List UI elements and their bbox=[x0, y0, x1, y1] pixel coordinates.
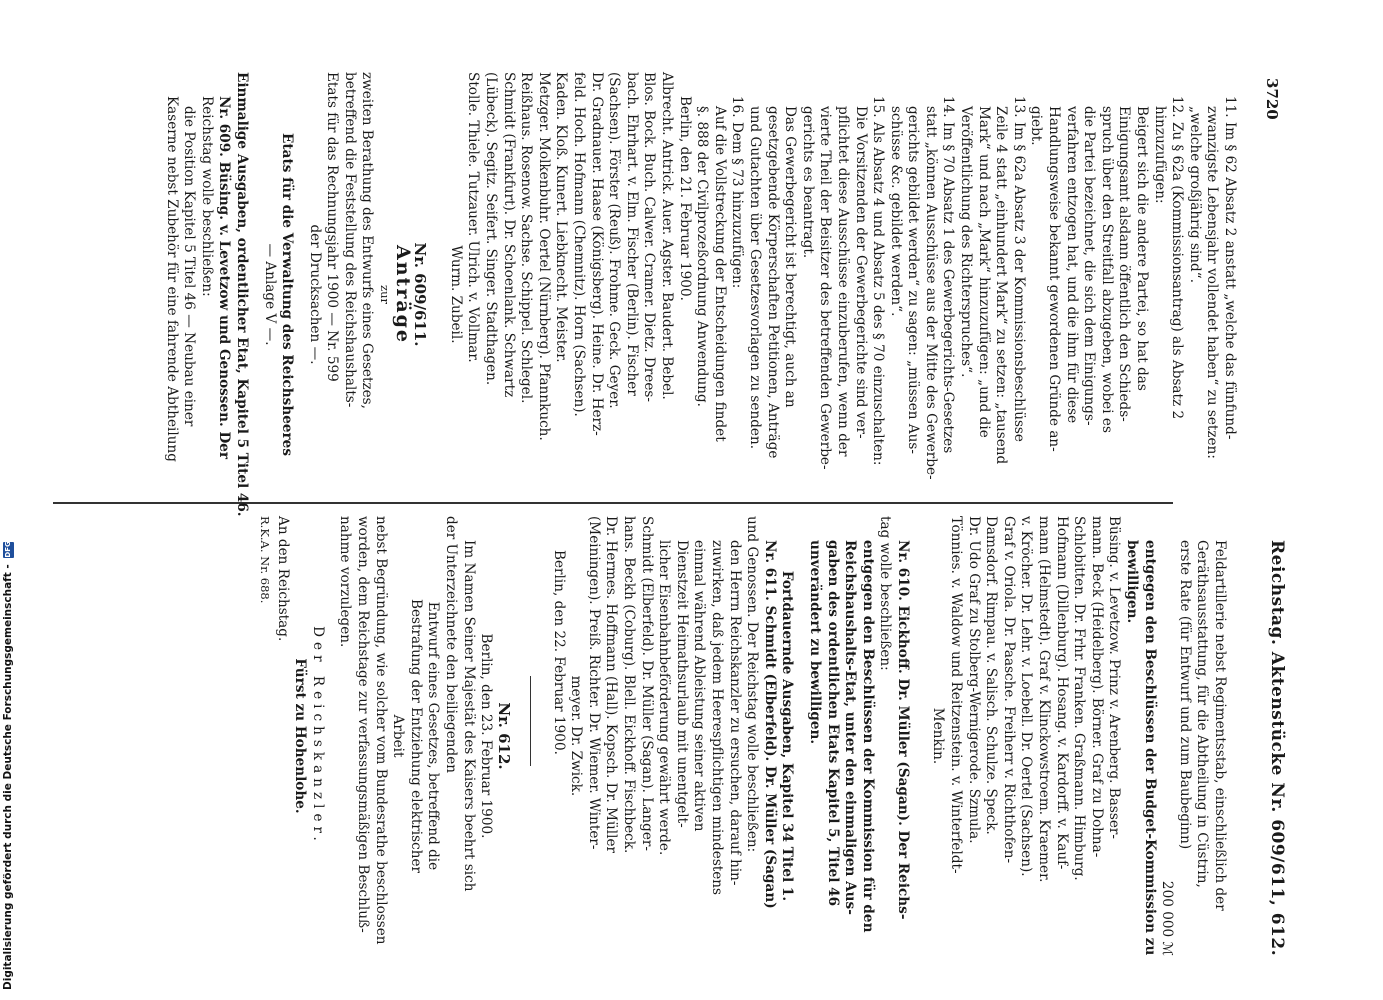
signatories-line: hans. Beckh (Coburg). Blell. Eickhoff. Fischbeck. bbox=[621, 516, 637, 854]
date-line: Berlin, den 21. Februar 1900. bbox=[676, 96, 693, 301]
text-line: zweiten Berathung des Entwurfs eines Gesetzes, bbox=[359, 72, 376, 409]
motion-609: Nr. 609. Büsing. v. Levetzow und Genossen. Der bbox=[216, 96, 233, 460]
text-line: Die Vorsitzenden der Gewerbegerichte sind ver- bbox=[852, 106, 869, 439]
item-15: 15. Als Absatz 4 und Absatz 5 des § 70 einzuschalten: bbox=[870, 96, 887, 466]
text-line: die Position Kapitel 5 Titel 46 — Neubau einer bbox=[181, 106, 198, 427]
signatories-line: v. Kröcher. Dr. Lehr. v. Loebell. Dr. Oertel (Sachsen). bbox=[1018, 516, 1035, 877]
bill-title: Entwurf eines Gesetzes, betreffend die bbox=[425, 601, 442, 871]
signatories-line: mann. Beck (Heidelberg). Börner. Graf zu Dohna- bbox=[1088, 516, 1105, 858]
text-line: Feldartillerie nebst Regimentsstab, einschließlich der bbox=[1212, 540, 1228, 911]
text-line: vierte Theil der Beisitzer des betreffenden Gewerbe- bbox=[817, 106, 834, 470]
separator-rule bbox=[530, 676, 531, 766]
text-line: nebst Begründung, wie solcher vom Bundesrathe beschlossen bbox=[372, 516, 389, 945]
section-subtitle: zur bbox=[378, 285, 393, 304]
text-line: Reichshaushalts-Etat, unter den einmaligen Aus- bbox=[842, 540, 859, 915]
text-line: entgegen den Beschlüssen der Budget-Kommission zu bbox=[1141, 540, 1158, 956]
signatories-line: bach. Ehrhart. v. Elm. Fischer (Berlin). Fischer bbox=[623, 72, 640, 396]
addressee: An den Reichstag. bbox=[274, 516, 291, 642]
date-line: Berlin, den 22. Februar 1900. bbox=[550, 550, 567, 755]
text-line: Das Gewerbegericht ist berechtigt, auch an bbox=[782, 106, 799, 408]
item-11: 11. Im § 62 Absatz 2 anstatt „welche das fünfund- bbox=[1222, 96, 1238, 440]
text-line: bewilligen. bbox=[1124, 540, 1141, 624]
signatories-line: Blos. Bock. Buch. Calwer. Cramer. Dietz. Drees- bbox=[641, 72, 658, 402]
text-line: Beigert sich die andere Partei, so hat das bbox=[1134, 106, 1151, 391]
text-line: tag wolle beschließen: bbox=[877, 516, 894, 671]
signer-name: Fürst zu Hohenlohe. bbox=[292, 658, 309, 814]
text-line: den Herrn Reichskanzler zu ersuchen, darauf hin- bbox=[726, 540, 743, 886]
text-line: schüsse &c. gebildet werden“. bbox=[887, 106, 904, 317]
text-line: einmal während Ableistung seiner aktiven bbox=[691, 540, 708, 832]
text-line: worden, dem Reichstage zur verfassungsmäßigen Beschluß- bbox=[354, 516, 371, 933]
signatories-line: (Sachsen). Förster (Reuß). Frohme. Geck. Geyer. bbox=[606, 72, 623, 409]
text-line: statt „können Ausschüsse aus der Mitte des Gewerbe- bbox=[922, 106, 939, 480]
signatories-line: Damsdorf. Rimpau. v. Salisch. Schulze. Speck. bbox=[983, 516, 1000, 835]
signer-title: Der Reichskanzler. bbox=[309, 626, 326, 846]
text-line: und Gutachten über Gesetzesvorlagen zu senden. bbox=[746, 106, 763, 450]
expenses-heading: Fortdauernde Ausgaben, Kapitel 34 Titel 1. bbox=[779, 570, 796, 902]
text-line: giebt. bbox=[1028, 106, 1045, 146]
signatories-line: Stolle. Thiele. Tutzauer. Ulrich. v. Vollmar. bbox=[465, 72, 482, 363]
signatories-line: Dr. Hermes. Hoffmann (Hall). Kopsch. Dr. Müller bbox=[603, 516, 620, 854]
text-line: gerichts es beantragt. bbox=[799, 106, 816, 259]
right-column bbox=[255, 516, 1228, 956]
text-line: licher Eisenbahnbeförderung gewährt werde. bbox=[656, 540, 673, 856]
text-line: Reichstag wolle beschließen: bbox=[198, 96, 215, 297]
signatories-line: meyer. Dr. Zwick. bbox=[568, 675, 585, 797]
signatories-line: (Meiningen). Preiß. Richter. Dr. Wiemer. Winter- bbox=[585, 516, 602, 850]
section-number: Nr. 612. bbox=[494, 702, 513, 770]
text-line: entgegen den Beschlüssen der Kommission für den bbox=[859, 540, 876, 933]
signatories-line: Schlobitten. Dr. Frhr. Franken. Graßmann. Himburg. bbox=[1071, 516, 1088, 881]
text-line: der Drucksachen —. bbox=[306, 224, 323, 365]
signatories-line: Kaden. Kloß. Kunert. Liebknecht. Meister. bbox=[553, 72, 570, 363]
date-line: Berlin, den 23. Februar 1900. bbox=[478, 633, 495, 839]
signatories-line: (Lübeck). Segitz. Seifert. Singer. Stadthagen. bbox=[483, 72, 500, 386]
item-14: 14. Im § 70 Absatz 1 des Gewerbegerichts-Gesetzes bbox=[940, 96, 957, 454]
signatories-line: Wurm. Zubeil. bbox=[447, 245, 464, 344]
left-column bbox=[162, 72, 1238, 517]
motion-611: Nr. 611. Schmidt (Elberfeld). Dr. Müller (Sagan) bbox=[761, 540, 778, 909]
text-line: nahme vorzulegen. bbox=[337, 516, 354, 648]
text-line: Geräthsausstattung, für die Abtheilung in Cüstrin, bbox=[1194, 540, 1211, 888]
text-line: der Unterzeichnete den beiliegenden bbox=[442, 516, 459, 773]
reference-number: R.K.A. Nr. 688. bbox=[258, 516, 273, 604]
text-line: Etats für das Rechnungsjahr 1900 — Nr. 599 bbox=[324, 72, 341, 382]
bill-title: Arbeit bbox=[390, 714, 407, 758]
page-number: 3720 bbox=[1263, 78, 1281, 120]
text-line: Auf die Vollstreckung der Entscheidungen findet bbox=[711, 106, 728, 442]
text-line: zwanzigste Lebensjahr vollendet haben“ zu setzen: bbox=[1204, 106, 1221, 459]
text-line: erste Rate (für Entwurf und zum Baubeginn) bbox=[1176, 540, 1193, 850]
motion-610: Nr. 610. Eickhoff. Dr. Müller (Sagan). Der Reichs- bbox=[894, 540, 911, 920]
text-line: spruch über den Streitfall abzugeben, wobei es bbox=[1098, 106, 1115, 433]
signatories-line: Schmidt (Elberfeld). Dr. Müller (Sagan). Langer- bbox=[638, 516, 655, 852]
text-line: Dienstzeit Heimathsurlaub mit unentgelt- bbox=[673, 540, 690, 828]
text-line: Mark“ und nach „Mark“ hinzuzufügen: „und die bbox=[975, 106, 992, 438]
item-16: 16. Dem § 73 hinzuzufügen: bbox=[729, 96, 746, 289]
signatories-line: Metzger. Molkenbuhr. Oertel (Nürnberg). Pfannkuch. bbox=[535, 72, 552, 441]
text-line: Veröffentlichung des Richterspruches“. bbox=[958, 106, 975, 378]
text-line: die Partei bezeichnet, die sich dem Einigungs- bbox=[1081, 106, 1098, 426]
text-line: hinzuzufügen: bbox=[1151, 106, 1168, 204]
signatories-line: Reißhaus. Rosenow. Sachse. Schippel. Schlegel. bbox=[518, 72, 535, 404]
signatories-line: mann (Helmstedt). Graf v. Klinckowstroem. Kraemer. bbox=[1036, 516, 1053, 883]
text-line: Zeile 4 statt „einhundert Mark“ zu setzen: „tausend bbox=[993, 106, 1010, 465]
signatories-line: Hofmann (Dillenburg). Hosang. v. Kardorff. v. Kauf- bbox=[1053, 516, 1070, 870]
signatories-line: Büsing. v. Levetzow. Prinz v. Arenberg. Basser- bbox=[1106, 516, 1123, 839]
text-line: unverändert zu bewilligen. bbox=[806, 540, 823, 745]
item-12: 12. Zu § 62a (Kommissionsantrag) als Absatz 2 bbox=[1169, 96, 1186, 420]
text-line: und Genossen. Der Reichstag wolle beschließen: bbox=[744, 516, 761, 853]
text-line: Kaserne nebst Zubehör für eine fahrende Abtheilung bbox=[163, 96, 180, 462]
credit-text: Digitalisierung gefördert durch die Deutsche Forschungsgemeinschaft - bbox=[2, 564, 14, 990]
text-line: gerichts gebildet werden“ zu sagen: „müssen Aus- bbox=[905, 106, 922, 454]
signatories-line: Dr. Udo Graf zu Stolberg-Wernigerode. Szmula. bbox=[965, 516, 982, 844]
section-title: Anträge bbox=[391, 244, 414, 345]
signatories-line: Schmidt (Frankfurt). Dr. Schoenlank. Schwartz bbox=[500, 72, 517, 398]
text-line: verfahren entzogen hat, und die ihm für diese bbox=[1063, 106, 1080, 424]
text-line: Im Namen Seiner Majestät des Kaisers beehrt sich bbox=[460, 540, 477, 892]
signatories-line: Graf v. Oriola. Dr. Paasche. Freiherr v. Richthofen- bbox=[1000, 516, 1017, 864]
text-line: pflichtet diese Ausschüsse einzuberufen, wenn der bbox=[834, 106, 851, 457]
signatories-line: Menkin. bbox=[930, 707, 947, 765]
running-head: Reichstag. Aktenstücke Nr. 609/611, 612. bbox=[1267, 540, 1287, 957]
text-line: Einigungsamt alsdann öffentlich den Schieds- bbox=[1116, 106, 1133, 422]
section-number: Nr. 609/611. bbox=[411, 242, 430, 347]
item-13: 13. Im § 62a Absatz 3 der Kommissionsbeschlüsse bbox=[1010, 96, 1027, 442]
signatories-line: Dr. Gradnauer. Haase (Königsberg). Heine. Dr. Herz- bbox=[588, 72, 605, 436]
signatories-line: Albrecht. Antrick. Auer. Agster. Baudert. Bebel. bbox=[659, 72, 675, 400]
bill-title: Bestrafung der Entziehung elektrischer bbox=[407, 598, 424, 874]
text-line: §. 888 der Civilprozeßordnung Anwendung. bbox=[694, 106, 711, 407]
text-line: gesetzgebende Körperschaften Petitionen, Anträge bbox=[764, 106, 781, 459]
etat-subheading: — Anlage V —. bbox=[261, 243, 278, 346]
signatories-line: feld. Hoch. Hofmann (Chemnitz). Horn (Sachsen). bbox=[571, 72, 588, 417]
text-line: gaben des ordentlichen Etats Kapitel 5, Titel 46 bbox=[824, 540, 841, 907]
dfg-logo: DFG bbox=[3, 541, 12, 558]
expenses-heading: Einmalige Ausgaben, ordentlicher Etat, Kapitel 5 Titel 46. bbox=[233, 72, 250, 517]
text-line: Handlungsweise bekannt gewordenen Gründe an- bbox=[1046, 106, 1063, 452]
digitization-credit bbox=[2, 5, 14, 990]
text-line: zuwirken, daß jedem Heerespflichtigen mindestens bbox=[708, 540, 725, 896]
text-line: betreffend die Feststellung des Reichshaushalts- bbox=[341, 72, 358, 408]
amount: 200 000 ℳ bbox=[1159, 880, 1176, 956]
etat-heading: Etats für die Verwaltung des Reichsheeres bbox=[279, 133, 296, 456]
signatories-line: Tönnies. v. Waldow und Reitzenstein. v. Winterfeldt- bbox=[948, 516, 965, 874]
text-line: „welche großjährig sind“. bbox=[1186, 106, 1203, 284]
